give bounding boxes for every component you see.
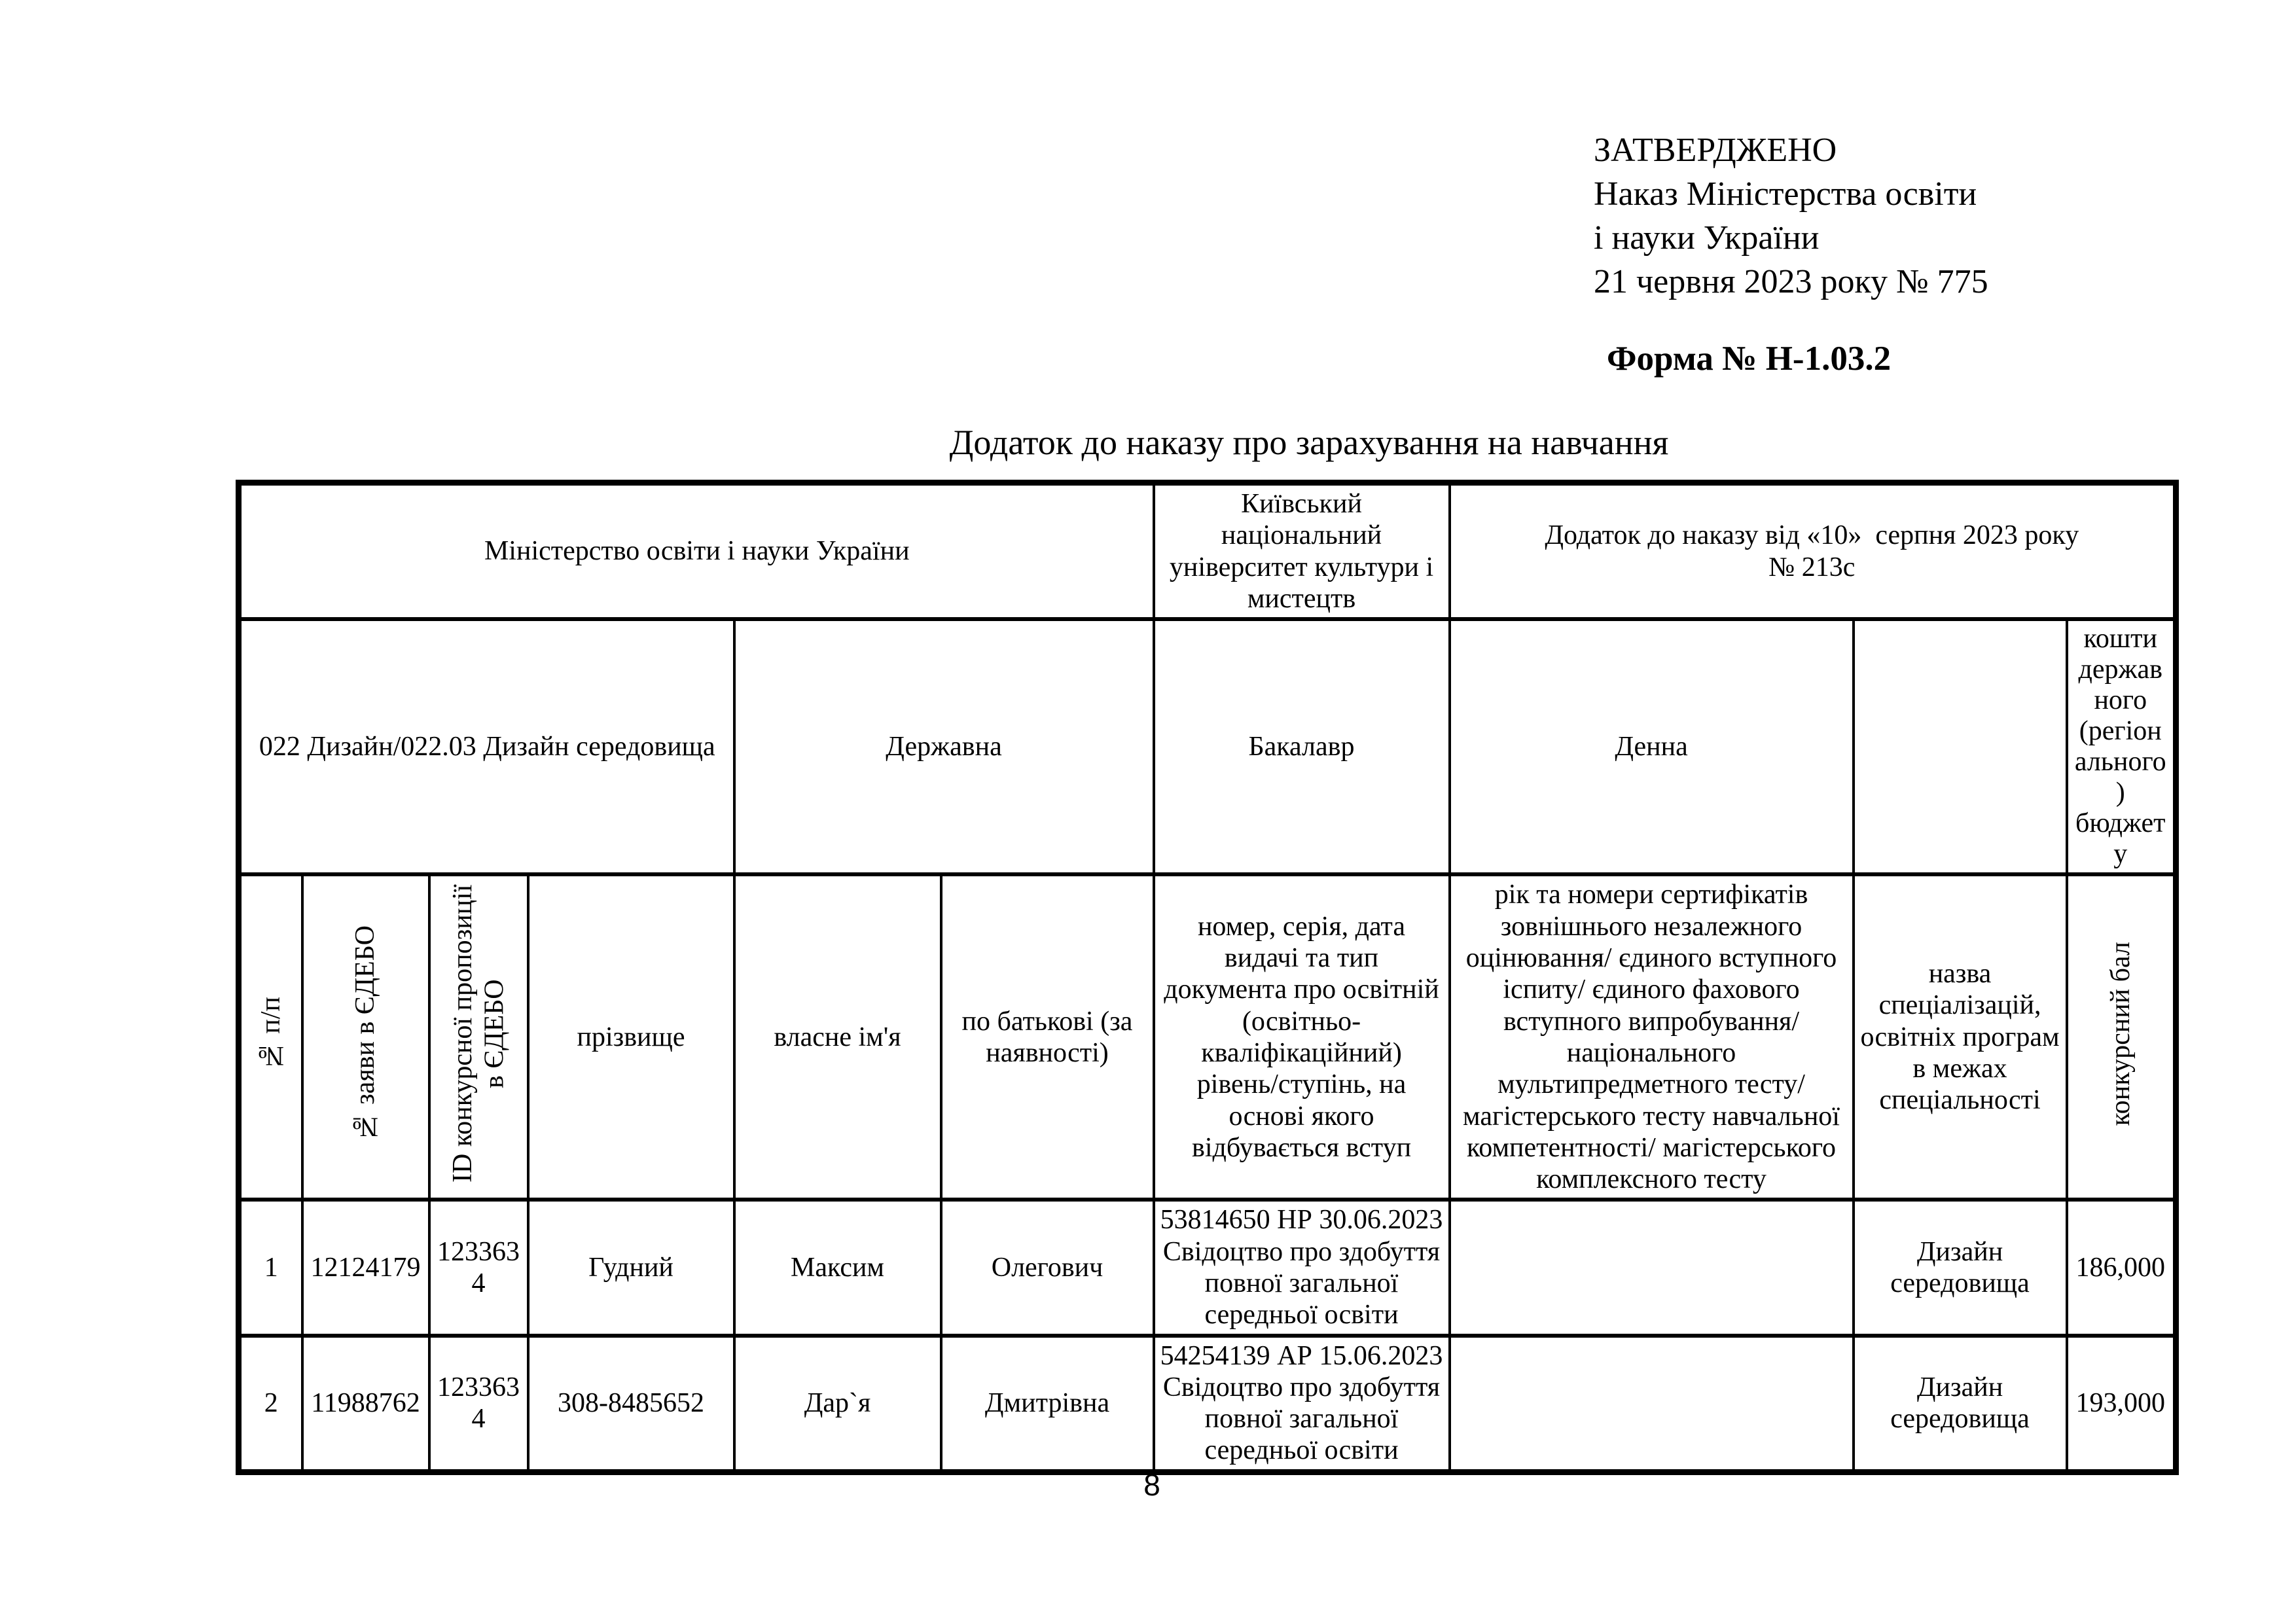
org-row: [239, 483, 2176, 620]
header-score-text: конкурсний бал: [2105, 941, 2136, 1126]
cell-surname: 308-8485652: [528, 1336, 734, 1472]
approval-line: ЗАТВЕРДЖЕНО: [1594, 132, 1837, 169]
header-first-name: власне ім'я: [734, 874, 941, 1200]
table-row: [239, 1336, 2176, 1472]
enrollment-table: [236, 480, 2179, 1475]
cell-program: Дизайн середовища: [1854, 1336, 2067, 1472]
cell-score: 186,000: [2067, 1200, 2176, 1335]
form-number-label: Форма № Н-1.03.2: [1607, 340, 1892, 378]
cell-proposal-id: 1233634: [429, 1336, 528, 1472]
degree-cell: Бакалавр: [1154, 619, 1450, 874]
approval-line: 21 червня 2023 року № 775: [1594, 263, 1988, 300]
cell-certificates: [1450, 1336, 1854, 1472]
ownership-cell: Державна: [734, 619, 1154, 874]
page-title: Додаток до наказу про зарахування на навчання: [949, 423, 1669, 462]
cell-first-name: Дар`я: [734, 1336, 941, 1472]
header-patronymic: по батькові (за наявності): [941, 874, 1154, 1200]
cell-certificates: [1450, 1200, 1854, 1335]
cell-score: 193,000: [2067, 1336, 2176, 1472]
cell-surname: Гудний: [528, 1200, 734, 1335]
approval-line: і науки України: [1594, 219, 1820, 257]
cell-row-number: 1: [239, 1200, 302, 1335]
study-form-cell: Денна: [1450, 619, 1854, 874]
order-ref-cell: [1450, 483, 2176, 620]
header-surname: прізвище: [528, 874, 734, 1200]
header-document: номер, серія, дата видачі та тип документа про освітній (освітньо-кваліфікаційний) рівень/ступінь, на основі якого відбувається вступ: [1154, 874, 1450, 1200]
university-cell: Київський національний університет культури і мистецтв: [1154, 483, 1450, 620]
empty-cell: [1854, 619, 2067, 874]
page-number: 8: [1143, 1468, 1160, 1502]
header-row-number: [239, 874, 302, 1200]
table-row: [239, 1200, 2176, 1335]
header-proposal-id-text: ID конкурсної пропозиції в ЄДЕБО: [447, 884, 509, 1183]
header-score: [2067, 874, 2176, 1200]
approval-block: [1594, 128, 2248, 304]
program-info-row: [239, 619, 2176, 874]
header-application-id: [302, 874, 429, 1200]
cell-document: 54254139 АР 15.06.2023 Свідоцтво про здобуття повної загальної середньої освіти: [1154, 1336, 1450, 1472]
cell-first-name: Максим: [734, 1200, 941, 1335]
funding-cell: кошти державного (регіонального) бюджету: [2067, 619, 2176, 874]
cell-patronymic: Олегович: [941, 1200, 1154, 1335]
header-program: назва спеціалізацій, освітніх програм в межах спеціальності: [1854, 874, 2067, 1200]
header-proposal-id: [429, 874, 528, 1200]
ministry-cell: Міністерство освіти і науки України: [239, 483, 1154, 620]
specialty-cell: 022 Дизайн/022.03 Дизайн середовища: [239, 619, 734, 874]
cell-document: 53814650 НР 30.06.2023 Свідоцтво про здобуття повної загальної середньої освіти: [1154, 1200, 1450, 1335]
cell-program: Дизайн середовища: [1854, 1200, 2067, 1335]
cell-patronymic: Дмитрівна: [941, 1336, 1154, 1472]
order-ref-line2: № 213с: [1768, 552, 1856, 582]
cell-row-number: 2: [239, 1336, 302, 1472]
header-certificates: рік та номери сертифікатів зовнішнього незалежного оцінювання/ єдиного вступного іспиту/ єдиного фахового вступного випробування/ національного мультипредметного тесту/ магістерського тесту навчальної компетентності/ магістерського комплексного тесту: [1450, 874, 1854, 1200]
header-row-number-text: № п/п: [256, 996, 287, 1071]
cell-application-id: 11988762: [302, 1336, 429, 1472]
order-ref-line1: Додаток до наказу від «10» серпня 2023 року: [1545, 520, 2079, 551]
approval-line: Наказ Міністерства освіти: [1594, 175, 1977, 213]
cell-application-id: 12124179: [302, 1200, 429, 1335]
header-application-id-text: № заяви в ЄДЕБО: [350, 925, 381, 1142]
header-row: [239, 874, 2176, 1200]
cell-proposal-id: 1233634: [429, 1200, 528, 1335]
